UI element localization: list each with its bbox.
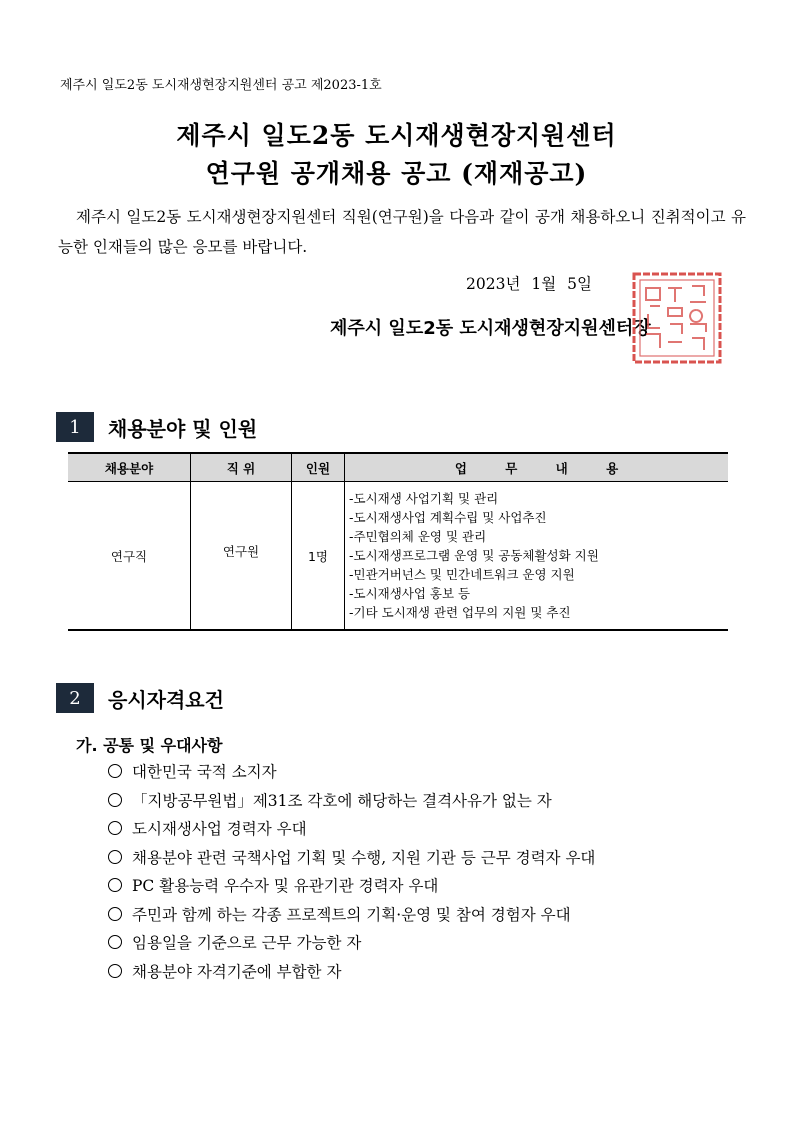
section-2-title: 응시자격요건	[108, 687, 224, 712]
list-item-text: PC 활용능력 우수자 및 유관기관 경력자 우대	[132, 877, 439, 895]
duty-item: -민관거버넌스 및 민간네트워크 운영 지원	[349, 567, 575, 582]
subsection-heading: 가. 공통 및 우대사항	[76, 736, 223, 755]
circle-bullet-icon	[108, 907, 122, 921]
duty-item: -도시재생사업 계획수립 및 사업추진	[349, 510, 547, 525]
list-item	[108, 758, 595, 787]
qualification-list	[108, 758, 595, 986]
cell-position: 연구원	[191, 482, 292, 631]
table-header-row	[68, 453, 728, 482]
circle-bullet-icon	[108, 821, 122, 835]
recruitment-table	[68, 452, 728, 631]
list-item	[108, 815, 595, 844]
circle-bullet-icon	[108, 850, 122, 864]
column-header-field: 채용분야	[68, 453, 191, 482]
duty-item: -기타 도시재생 관련 업무의 지원 및 추진	[349, 605, 571, 620]
section-2-heading	[56, 683, 224, 713]
circle-bullet-icon	[108, 964, 122, 978]
column-header-count: 인원	[292, 453, 345, 482]
circle-bullet-icon	[108, 935, 122, 949]
official-seal-icon	[632, 272, 722, 364]
list-item-text: 도시재생사업 경력자 우대	[132, 820, 307, 838]
section-1-heading	[56, 412, 257, 442]
circle-bullet-icon	[108, 793, 122, 807]
list-item-text: 「지방공무원법」제31조 각호에 해당하는 결격사유가 없는 자	[132, 791, 552, 810]
page-title-line2: 연구원 공개채용 공고 (재재공고)	[205, 159, 588, 188]
duty-item: -주민협의체 운영 및 관리	[349, 529, 487, 544]
list-item-text: 대한민국 국적 소지자	[132, 763, 277, 781]
list-item-text: 채용분야 관련 국책사업 기획 및 수행, 지원 기관 등 근무 경력자 우대	[132, 848, 596, 867]
list-item-text: 임용일을 기준으로 근무 가능한 자	[132, 934, 362, 952]
section-1-title: 채용분야 및 인원	[108, 416, 258, 441]
list-item	[108, 929, 595, 958]
table-row	[68, 482, 728, 631]
circle-bullet-icon	[108, 764, 122, 778]
list-item	[108, 872, 595, 901]
duty-item: -도시재생프로그램 운영 및 공동체활성화 지원	[349, 548, 599, 563]
list-item-text: 채용분야 자격기준에 부합한 자	[132, 962, 342, 981]
cell-field: 연구직	[68, 482, 191, 631]
section-2-number-badge: 2	[56, 683, 94, 713]
list-item	[108, 901, 595, 930]
page-title-line1: 제주시 일도2동 도시재생현장지원센터	[176, 121, 617, 150]
circle-bullet-icon	[108, 878, 122, 892]
column-header-duties: 업 무 내 용	[345, 453, 729, 482]
list-item	[108, 958, 595, 987]
list-item	[108, 844, 595, 873]
list-item	[108, 787, 595, 816]
duty-item: -도시재생 사업기획 및 관리	[349, 491, 499, 506]
cell-duties	[345, 482, 729, 631]
section-1-number-badge: 1	[56, 412, 94, 442]
cell-count: 1명	[292, 482, 345, 631]
list-item-text: 주민과 함께 하는 각종 프로젝트의 기획·운영 및 참여 경험자 우대	[132, 905, 571, 924]
issuing-organization: 제주시 일도2동 도시재생현장지원센터장	[330, 318, 651, 339]
announcement-date: 2023년 1월 5일	[466, 275, 592, 293]
intro-paragraph: 제주시 일도2동 도시재생현장지원센터 직원(연구원)을 다음과 같이 공개 채용하오니 진취적이고 유능한 인재들의 많은 응모를 바랍니다.	[58, 208, 746, 256]
duty-item: -도시재생사업 홍보 등	[349, 586, 471, 601]
column-header-position: 직 위	[191, 453, 292, 482]
document-number: 제주시 일도2동 도시재생현장지원센터 공고 제2023-1호	[60, 78, 382, 93]
